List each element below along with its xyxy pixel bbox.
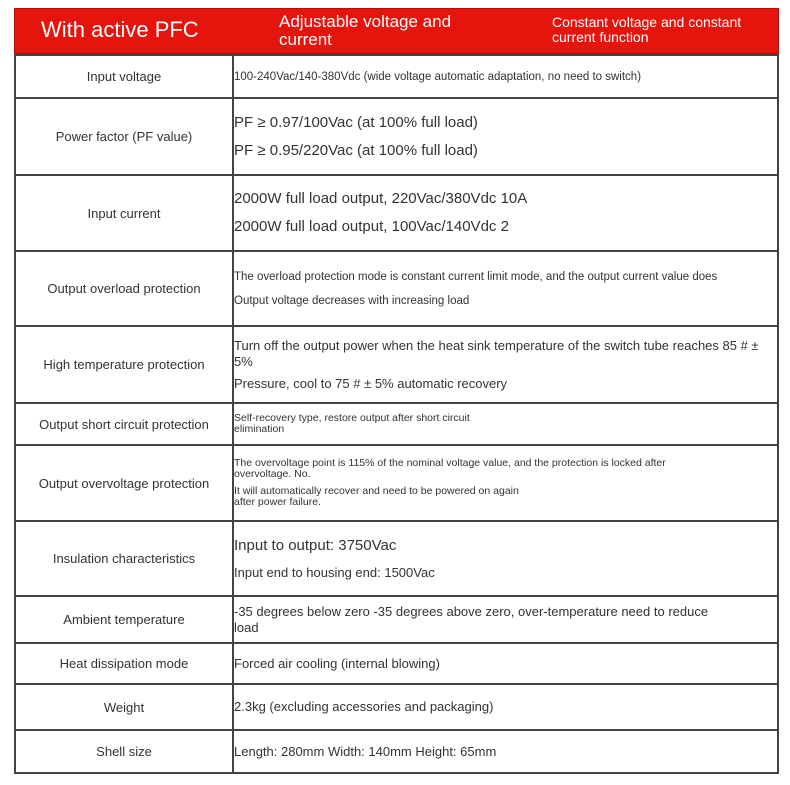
row-value [233, 55, 778, 98]
row-label: Heat dissipation mode [15, 643, 233, 684]
value-line: Forced air cooling (internal blowing) [234, 655, 440, 671]
value-line: 100-240Vac/140-380Vdc (wide voltage automatic adaptation, no need to switch) [234, 70, 642, 83]
value-line: Pressure, cool to 75 # ± 5% automatic recovery [234, 375, 508, 391]
table-row [15, 403, 778, 445]
row-value [233, 684, 778, 730]
row-label: Output overvoltage protection [15, 445, 233, 521]
row-label: Input voltage [15, 55, 233, 98]
table-header [14, 8, 779, 54]
value-line: Input to output: 3750Vac [234, 536, 397, 554]
table-row [15, 643, 778, 684]
value-line: -35 degrees below zero -35 degrees above zero, over-temperature need to reduce load [234, 603, 709, 635]
row-label: Weight [15, 684, 233, 730]
row-value [233, 175, 778, 251]
table-row [15, 596, 778, 643]
row-label: Input current [15, 175, 233, 251]
row-label: High temperature protection [15, 326, 233, 403]
row-value [233, 98, 778, 175]
value-line: Turn off the output power when the heat sink temperature of the switch tube reaches 85 # ± 5% [234, 337, 759, 369]
value-line: It will automatically recover and need to be powered on again after power failure. [234, 485, 519, 508]
spec-table [14, 54, 779, 774]
value-line: The overvoltage point is 115% of the nominal voltage value, and the protection is locked after overvoltage. No. [234, 457, 666, 480]
table-row [15, 251, 778, 326]
row-value [233, 326, 778, 403]
value-line: 2000W full load output, 220Vac/380Vdc 10A [234, 190, 528, 207]
row-value [233, 521, 778, 596]
row-value [233, 730, 778, 773]
row-value [233, 445, 778, 521]
value-line: PF ≥ 0.97/100Vac (at 100% full load) [234, 113, 478, 131]
table-row [15, 445, 778, 521]
table-row [15, 55, 778, 98]
row-label: Insulation characteristics [15, 521, 233, 596]
row-value [233, 403, 778, 445]
value-line: The overload protection mode is constant current limit mode, and the output current value does [234, 270, 718, 283]
header-col-pfc: With active PFC [41, 17, 199, 42]
value-line: Self-recovery type, restore output after short circuit elimination [234, 412, 470, 435]
row-label: Output overload protection [15, 251, 233, 326]
header-col-constant: Constant voltage and constant current function [552, 14, 742, 45]
value-line: Output voltage decreases with increasing load [234, 294, 470, 307]
value-line: 2000W full load output, 100Vac/140Vdc 2 [234, 218, 509, 235]
table-row [15, 326, 778, 403]
row-label: Power factor (PF value) [15, 98, 233, 175]
table-row [15, 521, 778, 596]
table-row [15, 175, 778, 251]
row-value [233, 643, 778, 684]
table-row [15, 730, 778, 773]
header-col-adjustable: Adjustable voltage and current [279, 12, 452, 49]
table-row [15, 684, 778, 730]
value-line: Length: 280mm Width: 140mm Height: 65mm [234, 743, 497, 759]
value-line: PF ≥ 0.95/220Vac (at 100% full load) [234, 141, 478, 159]
row-label: Output short circuit protection [15, 403, 233, 445]
row-label: Ambient temperature [15, 596, 233, 643]
value-line: Input end to housing end: 1500Vac [234, 564, 435, 580]
value-line: 2.3kg (excluding accessories and packaging) [234, 699, 494, 714]
row-value [233, 251, 778, 326]
table-row [15, 98, 778, 175]
row-label: Shell size [15, 730, 233, 773]
row-value [233, 596, 778, 643]
